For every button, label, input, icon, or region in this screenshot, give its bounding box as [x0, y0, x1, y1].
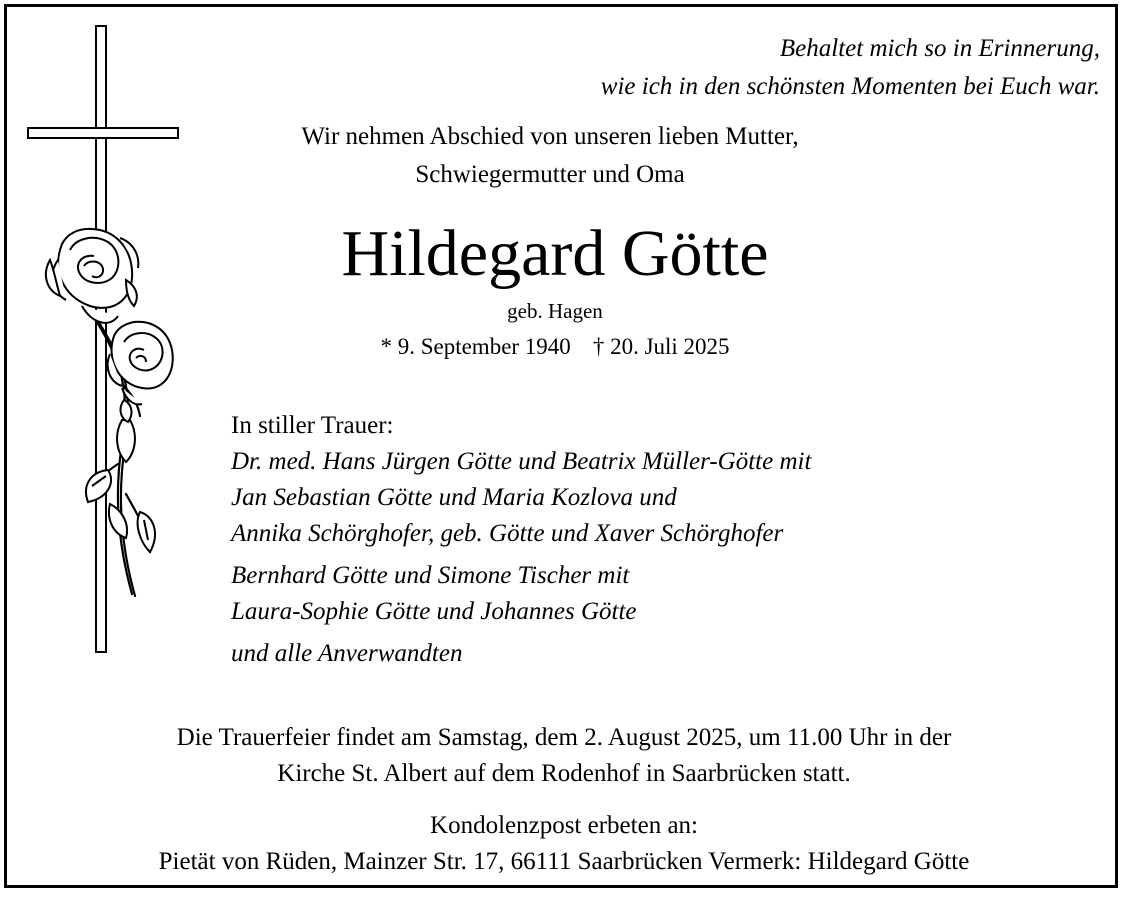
mourner-line: Dr. med. Hans Jürgen Götte und Beatrix Müller-Götte mit — [231, 448, 812, 475]
condolence-info — [0, 808, 1128, 880]
mourner-line: Bernhard Götte und Simone Tischer mit — [231, 562, 630, 589]
intro-line: Schwiegermutter und Oma — [415, 161, 685, 188]
mourners-list — [231, 408, 811, 672]
life-dates — [250, 331, 860, 363]
condolence-address: Pietät von Rüden, Mainzer Str. 17, 66111 Saarbrücken Vermerk: Hildegard Götte — [158, 848, 970, 875]
condolence-line: Kondolenzpost erbeten an: — [430, 812, 698, 839]
death-date: † 20. Juli 2025 — [592, 334, 730, 359]
deceased-name: Hildegard Götte — [341, 217, 769, 290]
service-line: Kirche St. Albert auf dem Rodenhof in Saarbrücken statt. — [277, 760, 851, 787]
cross-with-roses-icon — [22, 24, 192, 664]
service-info — [0, 720, 1128, 792]
service-line: Die Trauerfeier findet am Samstag, dem 2. August 2025, um 11.00 Uhr in der — [176, 724, 952, 751]
intro-text — [250, 118, 850, 194]
motto-line: wie ich in den schönsten Momenten bei Euch war. — [600, 73, 1100, 100]
mourners-heading: In stiller Trauer: — [231, 412, 394, 439]
motto-line: Behaltet mich so in Erinnerung, — [779, 35, 1100, 62]
intro-line: Wir nehmen Abschied von unseren lieben Mutter, — [301, 123, 799, 150]
mourner-line: Laura-Sophie Götte und Johannes Götte — [231, 598, 637, 625]
birth-date: * 9. September 1940 — [380, 334, 571, 359]
mourners-closing: und alle Anverwandten — [231, 640, 463, 667]
mourner-line: Jan Sebastian Götte und Maria Kozlova und — [231, 484, 677, 511]
mourner-line: Annika Schörghofer, geb. Götte und Xaver Schörghofer — [231, 520, 784, 547]
motto — [601, 30, 1100, 106]
maiden-name: geb. Hagen — [507, 299, 603, 323]
